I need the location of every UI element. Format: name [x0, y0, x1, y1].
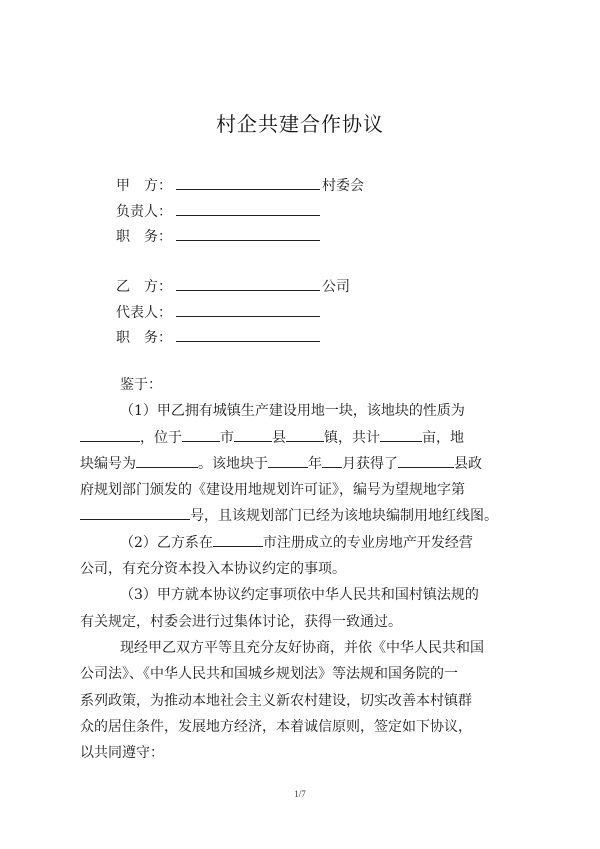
party-a-label: 甲 方：	[116, 178, 172, 194]
responsible-label: 负责人：	[116, 204, 172, 220]
party-b-field	[116, 277, 350, 296]
clause-2-line-2: 公司，有充分资本投入本协议约定的事项。	[80, 561, 346, 578]
closing-line-3: 系列政策，为推动本地社会主义新农村建设，切实改善本村镇群	[80, 692, 472, 709]
closing-line-1: 现经甲乙双方平等且充分友好协商，并依《中华人民共和国	[120, 639, 484, 656]
party-a-position-blank	[176, 227, 320, 241]
party-a-suffix: 村委会	[322, 178, 364, 194]
responsible-blank	[176, 202, 320, 216]
party-b-label: 乙 方：	[116, 279, 172, 295]
clause-1-line-3: 块编号为 。该地块于 年 月获得了 县政	[80, 451, 526, 477]
clause-3-line-1: （3）甲方就本协议约定事项依中华人民共和国村镇法规的	[120, 587, 479, 604]
document-title: 村企共建合作协议	[216, 112, 384, 136]
document-body	[80, 372, 526, 766]
party-a-responsible-field	[116, 202, 320, 221]
clause-2-line-1: （2）乙方系在 市注册成立的专业房地产开发经营	[80, 530, 526, 556]
clause-1-line-5: 号，且该规划部门已经为该地块编制用地红线图。	[80, 503, 526, 529]
whereas-label: 鉴于：	[120, 377, 162, 393]
party-b-position-field	[116, 328, 320, 347]
party-a-blank	[176, 176, 320, 190]
party-a-position-field	[116, 227, 320, 246]
closing-line-4: 众的居住条件，发展地方经济，本着诚信原则，签定如下协议，	[80, 718, 472, 735]
clause-1-line-4: 府规划部门颁发的《建设用地规划许可证》，编号为望规地字第	[80, 482, 465, 499]
closing-line-2: 公司法》、《中华人民共和国城乡规划法》等法规和国务院的一	[80, 666, 458, 683]
party-a-position-label: 职 务：	[116, 229, 172, 245]
representative-label: 代表人：	[116, 305, 172, 321]
representative-blank	[176, 303, 320, 317]
clause-3-line-2: 有关规定，村委会进行过集体讨论，获得一致通过。	[80, 613, 402, 630]
party-a-field	[116, 176, 364, 195]
page-number: 1/7	[294, 789, 306, 799]
party-b-representative-field	[116, 303, 320, 322]
clause-1-line-2: ，位于 市 县 镇，共计 亩，地	[80, 425, 526, 451]
closing-line-5: 以共同遵守：	[80, 745, 164, 762]
clause-1-line-1: （1）甲乙拥有城镇生产建设用地一块，该地块的性质为	[120, 403, 465, 420]
party-b-blank	[176, 277, 320, 291]
party-b-position-blank	[176, 328, 320, 342]
party-b-suffix: 公司	[322, 279, 350, 295]
party-b-position-label: 职 务：	[116, 330, 172, 346]
